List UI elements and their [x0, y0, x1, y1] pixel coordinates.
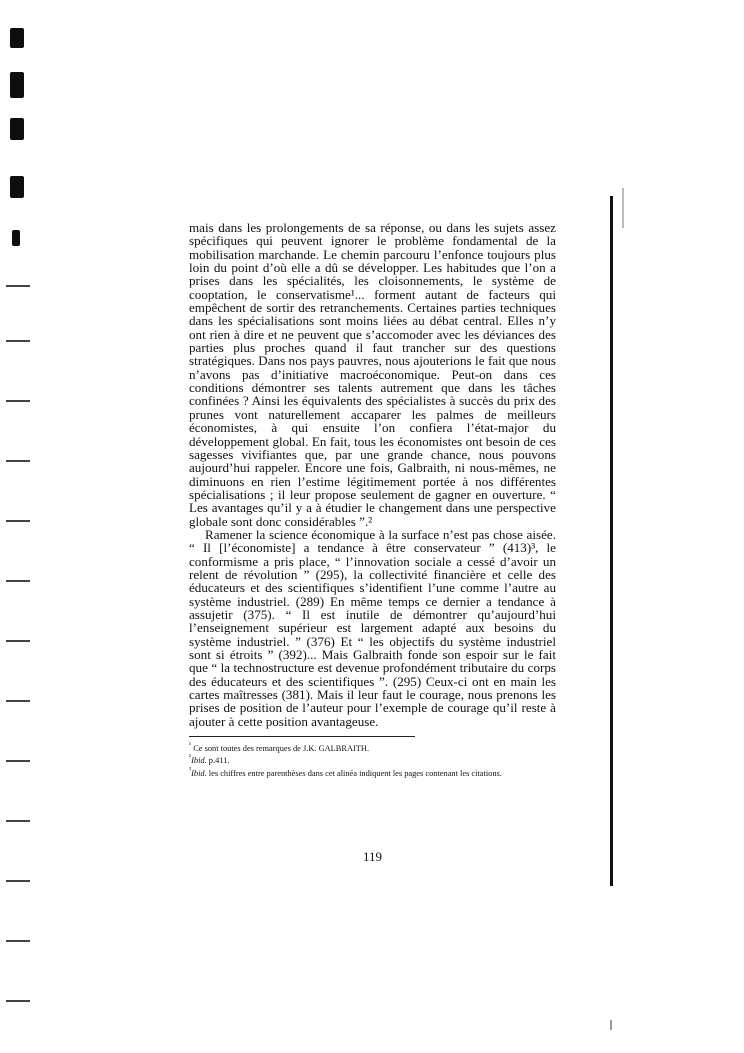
footnote-separator [189, 736, 415, 737]
footnote-text: p.411. [206, 756, 230, 766]
footnote-text: Ce sont toutes des remarques de J.K. GALBRAITH. [191, 743, 370, 753]
paragraph: Ramener la science économique à la surface n’est pas chose aisée. “ Il [l’économiste] a tendance à être conservateur ” (413)³, le conformisme a pris place, “ l’innovation sociale a cessé d’avoir un relent de révolution ” (295), la collectivité financière et celle des éducateurs et des scientifiques s’identifient l’une comme l’autre au système industriel. (289) En même temps ce dernier a tendance à assujetir (375). “ Il est inutile de démontrer qu’aujourd’hui l’enseignement supérieur est largement adapté aux besoins du système industriel. ” (376) Et “ les objectifs du système industriel sont si étroits ” (392)... Mais Galbraith fonde son espoir sur le fait que “ la technostructure est devenue profondément tributaire du corps des éducateurs et des scientifiques ”. (295) Ceux-ci ont en main les cartes maîtresses (381). Mais il leur faut le courage, nous prenons les prises de position de l’auteur pour l’exemple de courage qu’il reste à ajouter à cette position avantageuse. [189, 526, 556, 729]
footnote-marker: ² [189, 753, 192, 762]
binder-tick [6, 460, 30, 462]
binder-tick [6, 285, 30, 287]
binder-ring [10, 176, 24, 198]
scan-speck [622, 188, 624, 228]
binder-ring [10, 72, 24, 98]
binder-ring [10, 118, 24, 140]
footnote [189, 753, 556, 765]
page-body [189, 220, 556, 864]
binder-tick [6, 1000, 30, 1002]
footnotes [189, 741, 556, 778]
footnote [189, 741, 556, 753]
binder-tick [6, 520, 30, 522]
scan-speck [610, 1020, 612, 1030]
paragraph-continuation: mais dans les prolongements de sa réponse, ou dans les sujets assez spécifiques qui peuvent ignorer le problème fondamental de la mobilisation marchande. Le chemin parcouru l’enfonce toujours plus loin du point d’où elle a dû se développer. Les habitudes que l’on a prises dans les spécialités, les cloisonnements, le système de cooptation, le conservatisme¹... forment autant de facteurs qui empêchent de sortir des retranchements. Certaines parties techniques dans les spécialisations sont moins liées au débat central. Elles n’y ont rien à dire et ne peuvent que s’accomoder avec les déviances des parties plus proches quand il faut trancher sur des questions stratégiques. Dans nos pays pauvres, nous ajouterions le fait que nous n’avons pas d’initiative macroéconomique. Peut-on dans ces conditions démontrer ses talents autrement que dans les tâches confinées ? Ainsi les équivalents des spécialistes à succès du prix des prunes vont naturellement accaparer les palmes de meilleurs économistes, à qui ensuite l’on confiera l’état-major du développement global. En fait, tous les économistes ont besoin de ces sagesses vivifiantes que, par une grande chance, nous pouvons aujourd’hui rappeler. Encore une fois, Galbraith, ni nous-mêmes, ne diminuons en rien l’estime légitimement portée à nos différentes spécialisations ; il leur propose seulement de gagner en ouverture. “ Les avantages qu’il y a à étudier le changement dans une perspective globale sont donc considérables ”.² [189, 220, 556, 529]
binder-tick [6, 940, 30, 942]
page-edge-rule [610, 196, 613, 886]
footnote-text: les chiffres entre parenthèses dans cet alinéa indiquent les pages contenant les citations. [206, 768, 502, 778]
page-number: 119 [362, 849, 383, 864]
binder-tick [6, 400, 30, 402]
footnote-marker: ¹ [189, 741, 192, 750]
binder-tick [6, 640, 30, 642]
footnote-italic: Ibid. [191, 756, 207, 766]
binder-tick [6, 340, 30, 342]
binder-tick [6, 580, 30, 582]
binder-ring [10, 28, 24, 48]
binder-tick [6, 760, 30, 762]
footnote-italic: Ibid. [191, 768, 207, 778]
binder-tick [6, 820, 30, 822]
binder-ring [12, 230, 20, 246]
binder-edge [0, 0, 40, 1053]
footnote [189, 766, 556, 778]
binder-tick [6, 700, 30, 702]
binder-tick [6, 880, 30, 882]
footnote-marker: ³ [189, 765, 192, 774]
